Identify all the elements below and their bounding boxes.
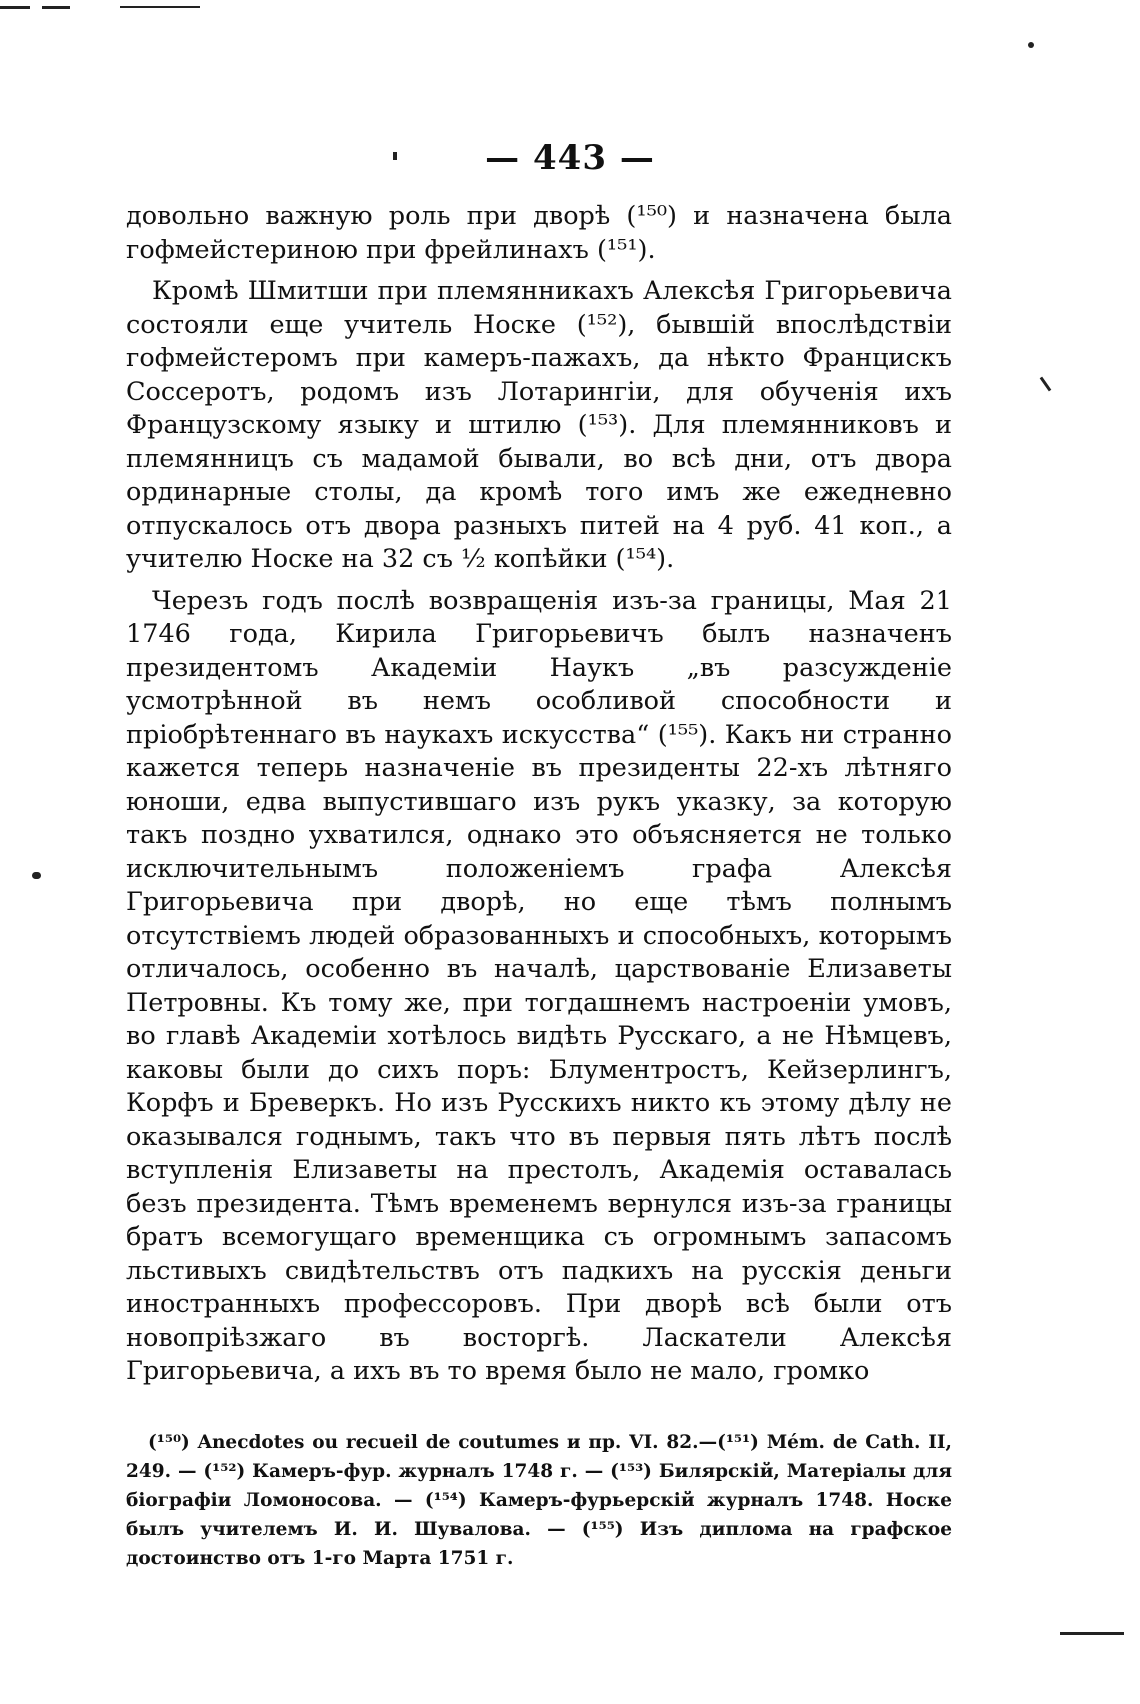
scan-mark: [1028, 42, 1034, 48]
footnote-text: (¹⁵⁰) Anecdotes ou recueil de coutumes и пр. VI. 82.—(¹⁵¹) Mém. de Cath. II, 249. — (¹⁵²) Камеръ-фур. журналъ 1748 г. — (¹⁵³) Билярскій, Матеріалы для біографіи Ломоносова. — (¹⁵⁴) Камеръ-фурьерскій журналъ 1748. Носке былъ учителемъ И. И. Шувалова. — (¹⁵⁵) Изъ диплома на графское достоинство отъ 1-го Марта 1751 г.: [126, 1432, 952, 1569]
main-text: [126, 200, 952, 1389]
scan-mark: [0, 6, 30, 9]
paragraph: Кромѣ Шмитши при племянникахъ Алексѣя Григорьевича состояли еще учитель Носке (¹⁵²), бывшій впослѣдствіи гофмейстеромъ при камеръ-пажахъ, да нѣкто Францискъ Сосcеротъ, родомъ изъ Лотарингіи, для обученія ихъ Французскому языку и штилю (¹⁵³). Для племянниковъ и племянницъ съ мадамой бывали, во всѣ дни, отъ двора ординарные столы, да кромѣ того имъ же ежедневно отпускалось отъ двора разныхъ питей на 4 руб. 41 коп., а учителю Носке на 32 съ ½ копѣйки (¹⁵⁴).: [126, 276, 952, 574]
page-number: — 443 —: [485, 138, 655, 178]
scan-mark: [120, 6, 200, 8]
scan-mark: [1060, 1632, 1124, 1635]
scan-mark: [32, 872, 41, 879]
paragraph: довольно важную роль при дворѣ (¹⁵⁰) и назначена была гофмейстериною при фрейлинахъ (¹⁵¹).: [126, 201, 952, 265]
scan-mark: [42, 6, 70, 9]
scan-mark: [1040, 377, 1052, 392]
paragraph: Черезъ годъ послѣ возвращенія изъ-за границы, Мая 21 1746 года, Кирила Григорьевичъ былъ назначенъ президентомъ Академіи Наукъ „въ разсужденіе усмотрѣнной въ немъ особливой способности и пріобрѣтеннаго въ наукахъ искусства“ (¹⁵⁵). Какъ ни странно кажется теперь назначеніе въ президенты 22-хъ лѣтняго юноши, едва выпустившаго изъ рукъ указку, за которую такъ поздно ухватился, однако это объясняется не только исключительнымъ положеніемъ графа Алексѣя Григорьевича при дворѣ, но еще тѣмъ полнымъ отсутствіемъ людей образованныхъ и способныхъ, которымъ отличалось, особенно въ началѣ, царствованіе Елизаветы Петровны. Къ тому же, при тогдашнемъ настроеніи умовъ, во главѣ Академіи хотѣлось видѣть Русскаго, а не Нѣмцевъ, каковы были до сихъ поръ: Блументростъ, Кейзерлингъ, Корфъ и Бреверкъ. Но изъ Русскихъ никто къ этому дѣлу не оказывался годнымъ, такъ что въ первыя пять лѣтъ послѣ вступленія Елизаветы на престолъ, Академія оставалась безъ президента. Тѣмъ временемъ вернулся изъ-за границы братъ всемогущаго временщика съ огромнымъ запасомъ льстивыхъ свидѣтельствъ отъ падкихъ на русскія деньги иностранныхъ профессоровъ. При дворѣ всѣ были отъ новопріѣзжаго въ восторгѣ. Ласкатели Алексѣя Григорьевича, а ихъ въ то время было не мало, громко: [126, 585, 952, 1386]
footnotes: [126, 1428, 952, 1573]
